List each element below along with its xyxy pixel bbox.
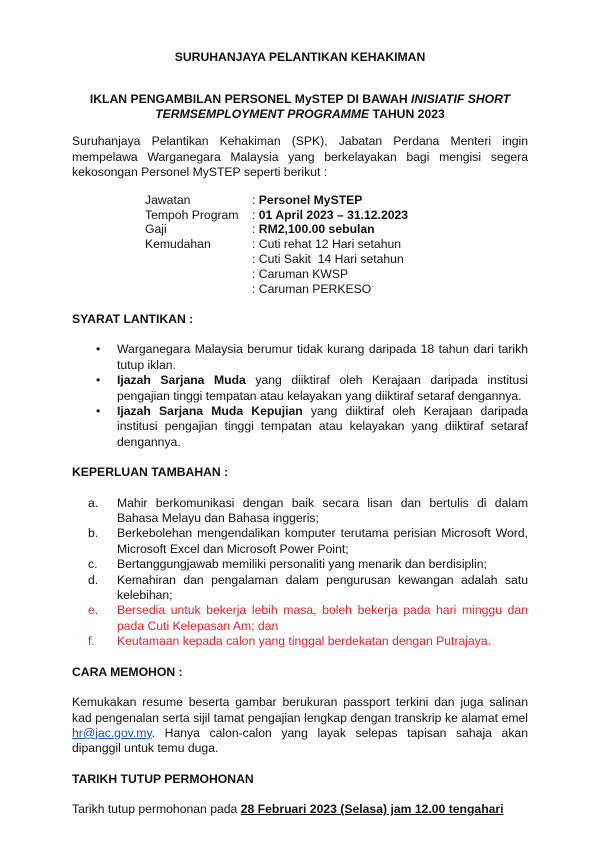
detail-value: : RM2,100.00 sebulan (252, 222, 375, 237)
email-link[interactable]: hr@jac.gov.my (72, 725, 152, 740)
ad-title-part2: TAHUN 2023 (369, 106, 445, 121)
ad-title-part1: IKLAN PENGAMBILAN PERSONEL MySTEP DI BAWAH (89, 92, 412, 107)
tarikh-heading: TARIKH TUTUP PERMOHONAN (72, 771, 254, 786)
detail-value: : Caruman PERKESO (252, 282, 372, 297)
syarat-heading: SYARAT LANTIKAN : (72, 311, 194, 326)
detail-label (145, 252, 252, 267)
list-item: b. Berkebolehan mengendalikan komputer terutama perisian Microsoft Word, Microsoft Excel dan Microsoft Power Point; (88, 526, 528, 556)
list-item-highlighted: f. Keutamaan kepada calon yang tinggal berdekatan dengan Putrajaya. (88, 634, 492, 649)
detail-label: Gaji (145, 222, 167, 237)
list-marker: e. (88, 603, 99, 618)
keperluan-heading: KEPERLUAN TAMBAHAN : (72, 465, 229, 480)
detail-value: : Personel MySTEP (252, 192, 363, 207)
detail-row (145, 267, 485, 282)
detail-row (145, 252, 485, 267)
cara-heading: CARA MEMOHON : (72, 664, 183, 679)
closing-date-text: Tarikh tutup permohonan pada 28 Februari 2023 (Selasa) jam 12.00 tengahari (72, 802, 504, 817)
detail-value: : 01 April 2023 – 31.12.2023 (252, 207, 409, 222)
detail-value: : Caruman KWSP (252, 267, 349, 282)
list-marker: c. (88, 557, 98, 572)
detail-row (145, 222, 485, 237)
document-body (72, 92, 528, 817)
list-marker: f. (88, 634, 95, 649)
application-instructions: Kemukakan resume beserta gambar berukuran passport terkini dan juga salinan kad pengenalan serta sijil tamat pengajian lengkap dengan transkrip ke alamat emel hr@jac.gov.my. Hanya calon-calon yang layak selepas tapisan sahaja akan dipanggil untuk temu duga. (72, 695, 528, 756)
detail-label (145, 282, 252, 297)
bullet-icon: • (96, 342, 101, 357)
list-item: • Ijazah Sarjana Muda yang diiktiraf oleh Kerajaan daripada institusi pengajian tinggi tempatan atau kelayakan yang diiktiraf setaraf dengannya. (96, 373, 528, 403)
detail-label: Tempoh Program (145, 207, 239, 222)
list-marker: d. (88, 572, 99, 587)
list-item-highlighted: e. Bersedia untuk bekerja lebih masa, boleh bekerja pada hari minggu dan pada Cuti Kelepasan Am; dan (88, 603, 528, 633)
list-item: a. Mahir berkomunikasi dengan baik secara lisan dan bertulis di dalam Bahasa Melayu dan Bahasa inggeris; (88, 495, 528, 526)
list-item: • Warganegara Malaysia berumur tidak kurang daripada 18 tahun dari tarikh tutup iklan. (96, 342, 528, 372)
intro-paragraph: Suruhanjaya Pelantikan Kehakiman (SPK), Jabatan Perdana Menteri ingin mempelawa Warganegara Malaysia yang berkelayakan bagi mengisi segera kekosongan Personel MySTEP seperti berikut : (72, 134, 528, 180)
detail-value: : Cuti Sakit 14 Hari setahun (252, 252, 404, 267)
ad-title-italic: INISIATIF SHORT TERMSEMPLOYMENT PROGRAMME (155, 92, 511, 121)
list-item: • Ijazah Sarjana Muda Kepujian yang diiktiraf oleh Kerajaan daripada institusi pengajian tinggi tempatan atau kelayakan yang diiktiraf setaraf dengannya. (96, 404, 528, 449)
deadline: 28 Februari 2023 (Selasa) jam 12.00 tengahari (240, 802, 504, 817)
detail-row (145, 237, 485, 252)
detail-label (145, 267, 252, 282)
position-details (145, 193, 485, 297)
keperluan-list (72, 496, 528, 650)
list-item: c. Bertanggungjawab memiliki personaliti yang menarik dan berdisiplin; (88, 557, 487, 572)
detail-row (145, 282, 485, 297)
detail-label: Kemudahan (145, 237, 211, 252)
list-marker: a. (88, 495, 99, 510)
bullet-icon: • (96, 373, 101, 388)
advertisement-title (72, 92, 528, 121)
organization-title: SURUHANJAYA PELANTIKAN KEHAKIMAN (174, 50, 426, 64)
detail-value: : Cuti rehat 12 Hari setahun (252, 237, 402, 252)
list-marker: b. (88, 526, 99, 541)
list-item: d. Kemahiran dan pengalaman dalam pengurusan kewangan adalah satu kelebihan; (88, 572, 528, 603)
detail-row (145, 208, 485, 223)
syarat-list (72, 342, 528, 450)
detail-label: Jawatan (145, 192, 191, 207)
detail-row (145, 193, 485, 208)
bullet-icon: • (96, 404, 101, 418)
